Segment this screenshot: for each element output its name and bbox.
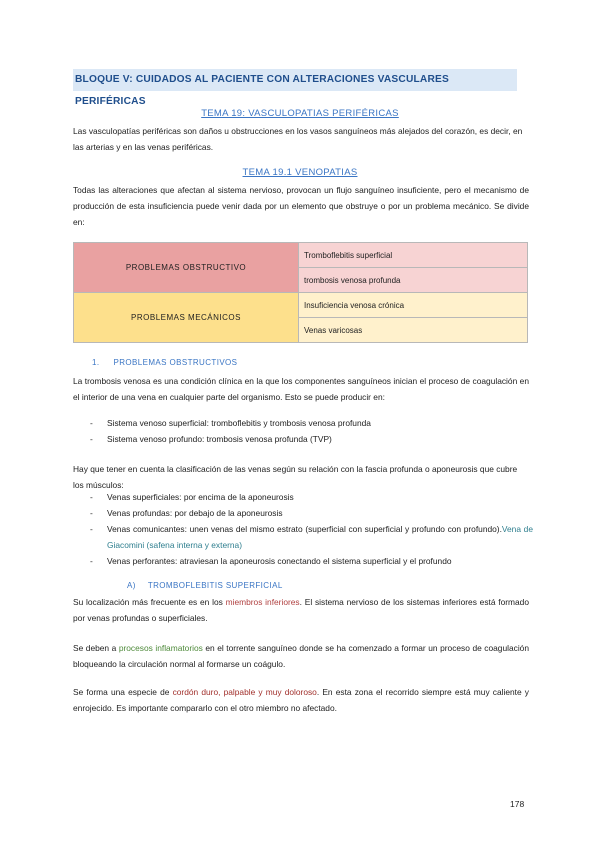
section1-title: PROBLEMAS OBSTRUCTIVOS <box>113 358 238 367</box>
subsection-a-heading <box>127 581 283 590</box>
vein-types-list <box>73 489 533 569</box>
giacomini-highlight: Vena de Giacomini (safena interna y externa) <box>107 524 533 550</box>
page-number: 178 <box>510 799 525 809</box>
subsection-a-title: TROMBOFLEBITIS SUPERFICIAL <box>147 581 283 590</box>
tema19-paragraph: Las vasculopatías periféricas son daños u obstrucciones en los vasos sanguíneos más alejados del corazón, es decir, en las arterias y en las venas periféricas. <box>73 126 523 152</box>
tema19-1-heading <box>0 167 600 178</box>
tema19-heading-text: TEMA 19: VASCULOPATIAS PERIFÉRICAS <box>201 108 399 119</box>
mecanicos-item: Venas varicosas <box>299 318 528 343</box>
block-title: BLOQUE V: CUIDADOS AL PACIENTE CON ALTERACIONES VASCULARES PERIFÉRICAS <box>73 69 517 91</box>
section1-intro: La trombosis venosa es una condición clínica en la que los componentes sanguíneos inician el proceso de coagulación en el interior de una vena en cualquier parte del organismo. Esto se puede producir en: <box>73 376 529 402</box>
venous-system-list <box>73 415 533 447</box>
subsection-a-paragraph-1 <box>73 594 529 626</box>
cordon-duro-highlight: cordón duro, palpable y muy doloroso <box>172 687 317 697</box>
p3-after: . En esta zona el recorrido siempre está muy caliente y enrojecido. Es importante compararlo con el otro miembro no afectado. <box>73 687 529 713</box>
tema19-1-heading-text: TEMA 19.1 VENOPATIAS <box>242 167 358 178</box>
p2-after: en el torrente sanguíneo donde se ha comenzado a formar un proceso de coagulación bloqueando la circulación normal al formarse un coágulo. <box>73 643 530 669</box>
subsection-a-paragraph-2 <box>73 640 529 672</box>
comunicantes-text: Venas comunicantes: unen venas del mismo estrato (superficial con superficial y profundo con profundo). <box>107 524 502 534</box>
list-item: - Sistema venoso profundo: trombosis venosa profunda (TVP) <box>73 431 533 447</box>
subsection-a-paragraph-3 <box>73 684 529 716</box>
obstructivo-item: Tromboflebitis superficial <box>299 243 528 268</box>
p3-before: Se forma una especie de <box>73 687 173 697</box>
classification-table <box>73 242 528 343</box>
list-item: - Venas superficiales: por encima de la aponeurosis <box>73 489 533 505</box>
obstructivo-label: PROBLEMAS OBSTRUCTIVO <box>74 243 299 293</box>
list-item: - Venas perforantes: atraviesan la aponeurosis conectando el sistema superficial y el profundo <box>73 553 533 569</box>
tema19-heading <box>0 108 600 119</box>
table-row <box>74 293 528 318</box>
subsection-a-letter: A) <box>127 581 136 590</box>
tema19-1-paragraph: Todas las alteraciones que afectan al sistema nervioso, provocan un flujo sanguíneo insuficiente, pero el mecanismo de producción de esta insuficiencia puede venir dada por un elemento que obstruye o por un problema mecánico. Se divide en: <box>73 185 529 227</box>
procesos-inflamatorios-highlight: procesos inflamatorios <box>118 643 203 653</box>
section1-heading <box>92 358 237 367</box>
list-item: - Sistema venoso superficial: tromboflebitis y trombosis venosa profunda <box>73 415 533 431</box>
miembros-inferiores-highlight: miembros inferiores <box>225 597 300 607</box>
mecanicos-item: Insuficiencia venosa crónica <box>299 293 528 318</box>
p1-before: Su localización más frecuente es en los <box>73 597 226 607</box>
p1-after: . El sistema nervioso de los sistemas inferiores está formado por venas profundas o superficiales. <box>73 597 529 623</box>
obstructivo-item: trombosis venosa profunda <box>299 268 528 293</box>
section1-number: 1. <box>92 358 100 367</box>
vein-classification-paragraph: Hay que tener en cuenta la clasificación de las venas según su relación con la fascia profunda o aponeurosis que cubre los músculos: <box>73 464 518 490</box>
mecanicos-label: PROBLEMAS MECÁNICOS <box>74 293 299 343</box>
table-row <box>74 243 528 268</box>
list-item: - Venas profundas: por debajo de la aponeurosis <box>73 505 533 521</box>
list-item <box>73 521 533 553</box>
p2-before: Se deben a <box>73 643 119 653</box>
